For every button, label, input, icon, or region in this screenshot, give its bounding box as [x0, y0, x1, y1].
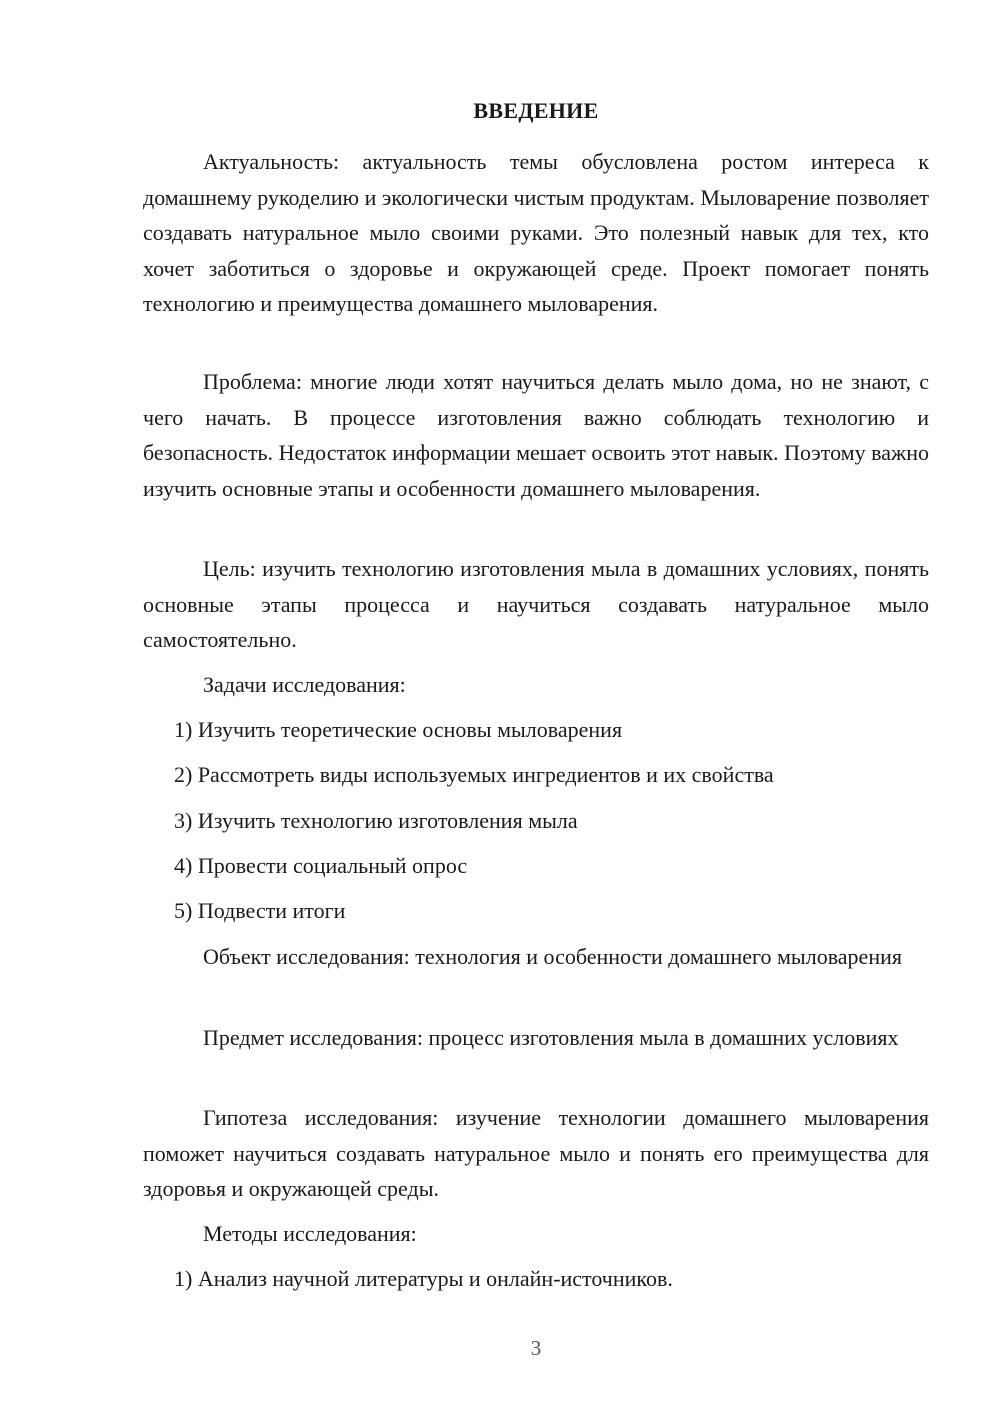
problem-paragraph: Проблема: многие люди хотят научиться делать мыло дома, но не знают, с чего начать. В процессе изготовления важно соблюдать технологию и безопасность. Недостаток информации мешает освоить этот навык. Поэтому важно изучить основные этапы и особенности домашнего мыловарения. — [143, 369, 929, 501]
object-paragraph: Объект исследования: технология и особенности домашнего мыловарения — [203, 944, 902, 969]
hypothesis-paragraph: Гипотеза исследования: изучение технологии домашнего мыловарения поможет научиться создавать натуральное мыло и понять его преимущества для здоровья и окружающей среды. — [143, 1105, 929, 1201]
subject-paragraph: Предмет исследования: процесс изготовления мыла в домашних условиях — [203, 1025, 899, 1050]
task-item: 2) Рассмотреть виды используемых ингредиентов и их свойства — [174, 762, 774, 787]
goal-paragraph: Цель: изучить технологию изготовления мыла в домашних условиях, понять основные этапы процесса и научиться создавать натуральное мыло самостоятельно. — [143, 556, 929, 652]
task-item: 4) Провести социальный опрос — [174, 853, 468, 878]
task-item: 5) Подвести итоги — [174, 898, 346, 923]
page-title: ВВЕДЕНИЕ — [473, 98, 599, 123]
relevance-paragraph: Актуальность: актуальность темы обусловлена ростом интереса к домашнему рукоделию и экологически чистым продуктам. Мыловарение позволяет создавать натуральное мыло своими руками. Это полезный навык для тех, кто хочет заботиться о здоровье и окружающей среде. Проект помогает понять технологию и преимущества домашнего мыловарения. — [143, 149, 929, 316]
method-item: 1) Анализ научной литературы и онлайн-источников. — [174, 1266, 673, 1291]
tasks-heading: Задачи исследования: — [203, 672, 406, 697]
page-number: 3 — [530, 1336, 542, 1360]
task-item: 3) Изучить технологию изготовления мыла — [174, 808, 578, 833]
task-item: 1) Изучить теоретические основы мыловарения — [174, 717, 623, 742]
methods-heading: Методы исследования: — [203, 1221, 417, 1246]
